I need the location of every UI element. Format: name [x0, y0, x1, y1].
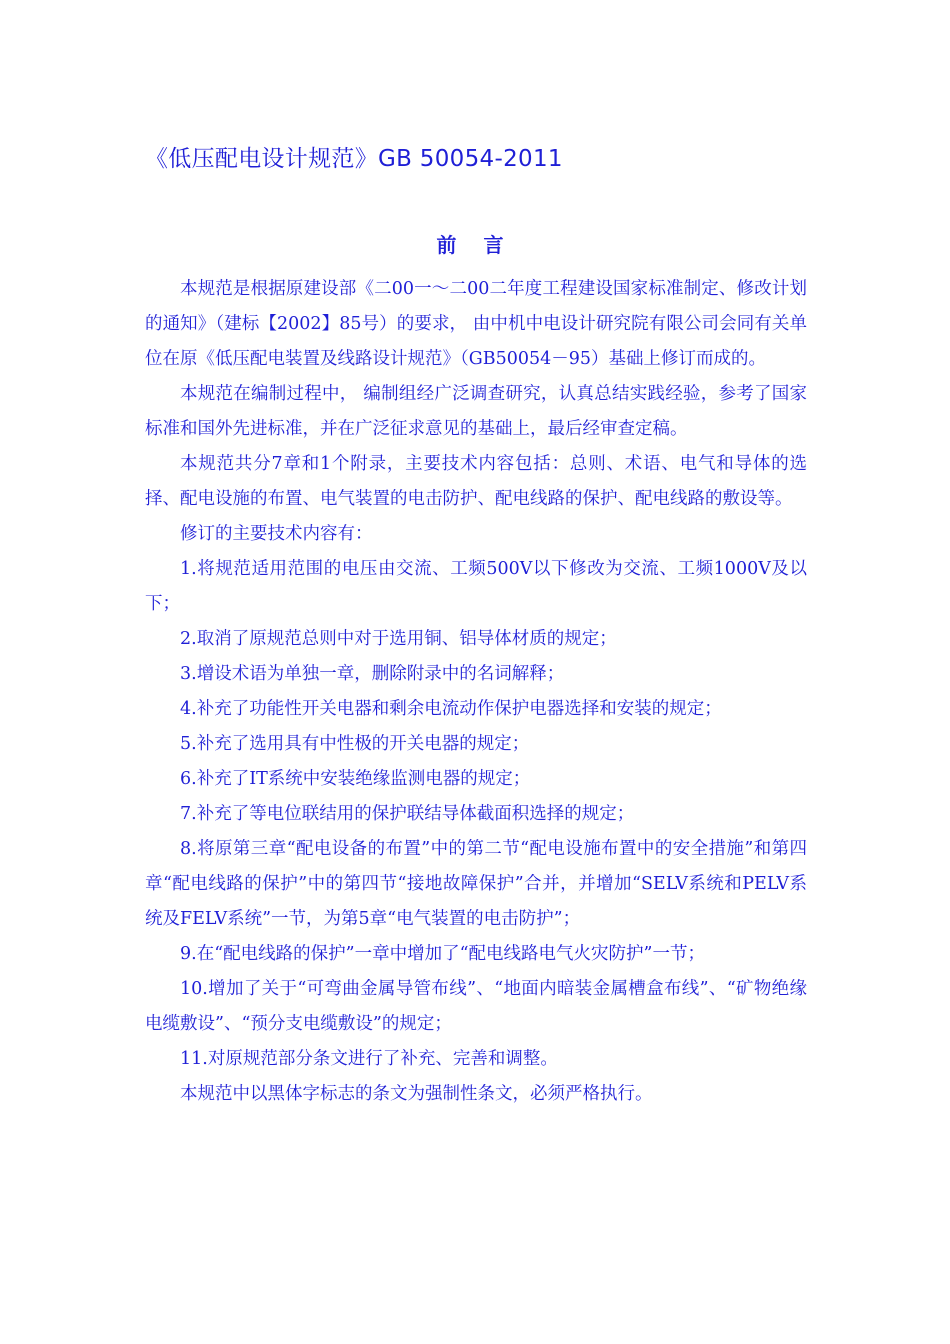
list-item: 3.增设术语为单独一章，删除附录中的名词解释； — [180, 664, 565, 684]
paragraph: 本规范在编制过程中， 编制组经广泛调查研究，认真总结实践经验，参考了国家标准和国外先进标准，并在广泛征求意见的基础上，最后经审查定稿。 — [145, 384, 807, 439]
section-heading-preface: 前 言 — [436, 233, 514, 257]
list-item: 7.补充了等电位联结用的保护联结导体截面积选择的规定； — [180, 804, 635, 824]
list-item: 1.将规范适用范围的电压由交流、工频500V以下修改为交流、工频1000V及以下； — [145, 559, 807, 614]
list-item: 5.补充了选用具有中性极的开关电器的规定； — [180, 734, 530, 754]
document-title: 《低压配电设计规范》GB 50054-2011 — [145, 146, 563, 172]
list-item: 6.补充了IT系统中安装绝缘监测电器的规定； — [180, 769, 531, 789]
paragraph: 本规范中以黑体字标志的条文为强制性条文，必须严格执行。 — [180, 1084, 653, 1104]
list-item: 9.在“配电线路的保护”一章中增加了“配电线路电气火灾防护”一节； — [180, 944, 705, 964]
preface-body — [145, 272, 807, 1112]
paragraph: 本规范是根据原建设部《二00一～二00二年度工程建设国家标准制定、修改计划的通知》（建标【2002】85号）的要求， 由中机中电设计研究院有限公司会同有关单位在原《低压配电装置及线路设计规范》（GB50054－95）基础上修订而成的。 — [145, 279, 807, 369]
paragraph: 修订的主要技术内容有： — [180, 524, 373, 544]
list-item: 4.补充了功能性开关电器和剩余电流动作保护电器选择和安装的规定； — [180, 699, 722, 719]
list-item: 2.取消了原规范总则中对于选用铜、铝导体材质的规定； — [180, 629, 617, 649]
list-item: 11.对原规范部分条文进行了补充、完善和调整。 — [180, 1049, 558, 1069]
paragraph: 本规范共分7章和1个附录，主要技术内容包括：总则、术语、电气和导体的选择、配电设施的布置、电气装置的电击防护、配电线路的保护、配电线路的敷设等。 — [145, 454, 807, 509]
list-item: 8.将原第三章“配电设备的布置”中的第二节“配电设施布置中的安全措施”和第四章“配电线路的保护”中的第四节“接地故障保护”合并，并增加“SELV系统和PELV系统及FELV系统”一节，为第5章“电气装置的电击防护”； — [145, 839, 807, 929]
list-item: 10.增加了关于“可弯曲金属导管布线”、“地面内暗装金属槽盒布线”、“矿物绝缘电缆敷设”、“预分支电缆敷设”的规定； — [145, 979, 807, 1034]
